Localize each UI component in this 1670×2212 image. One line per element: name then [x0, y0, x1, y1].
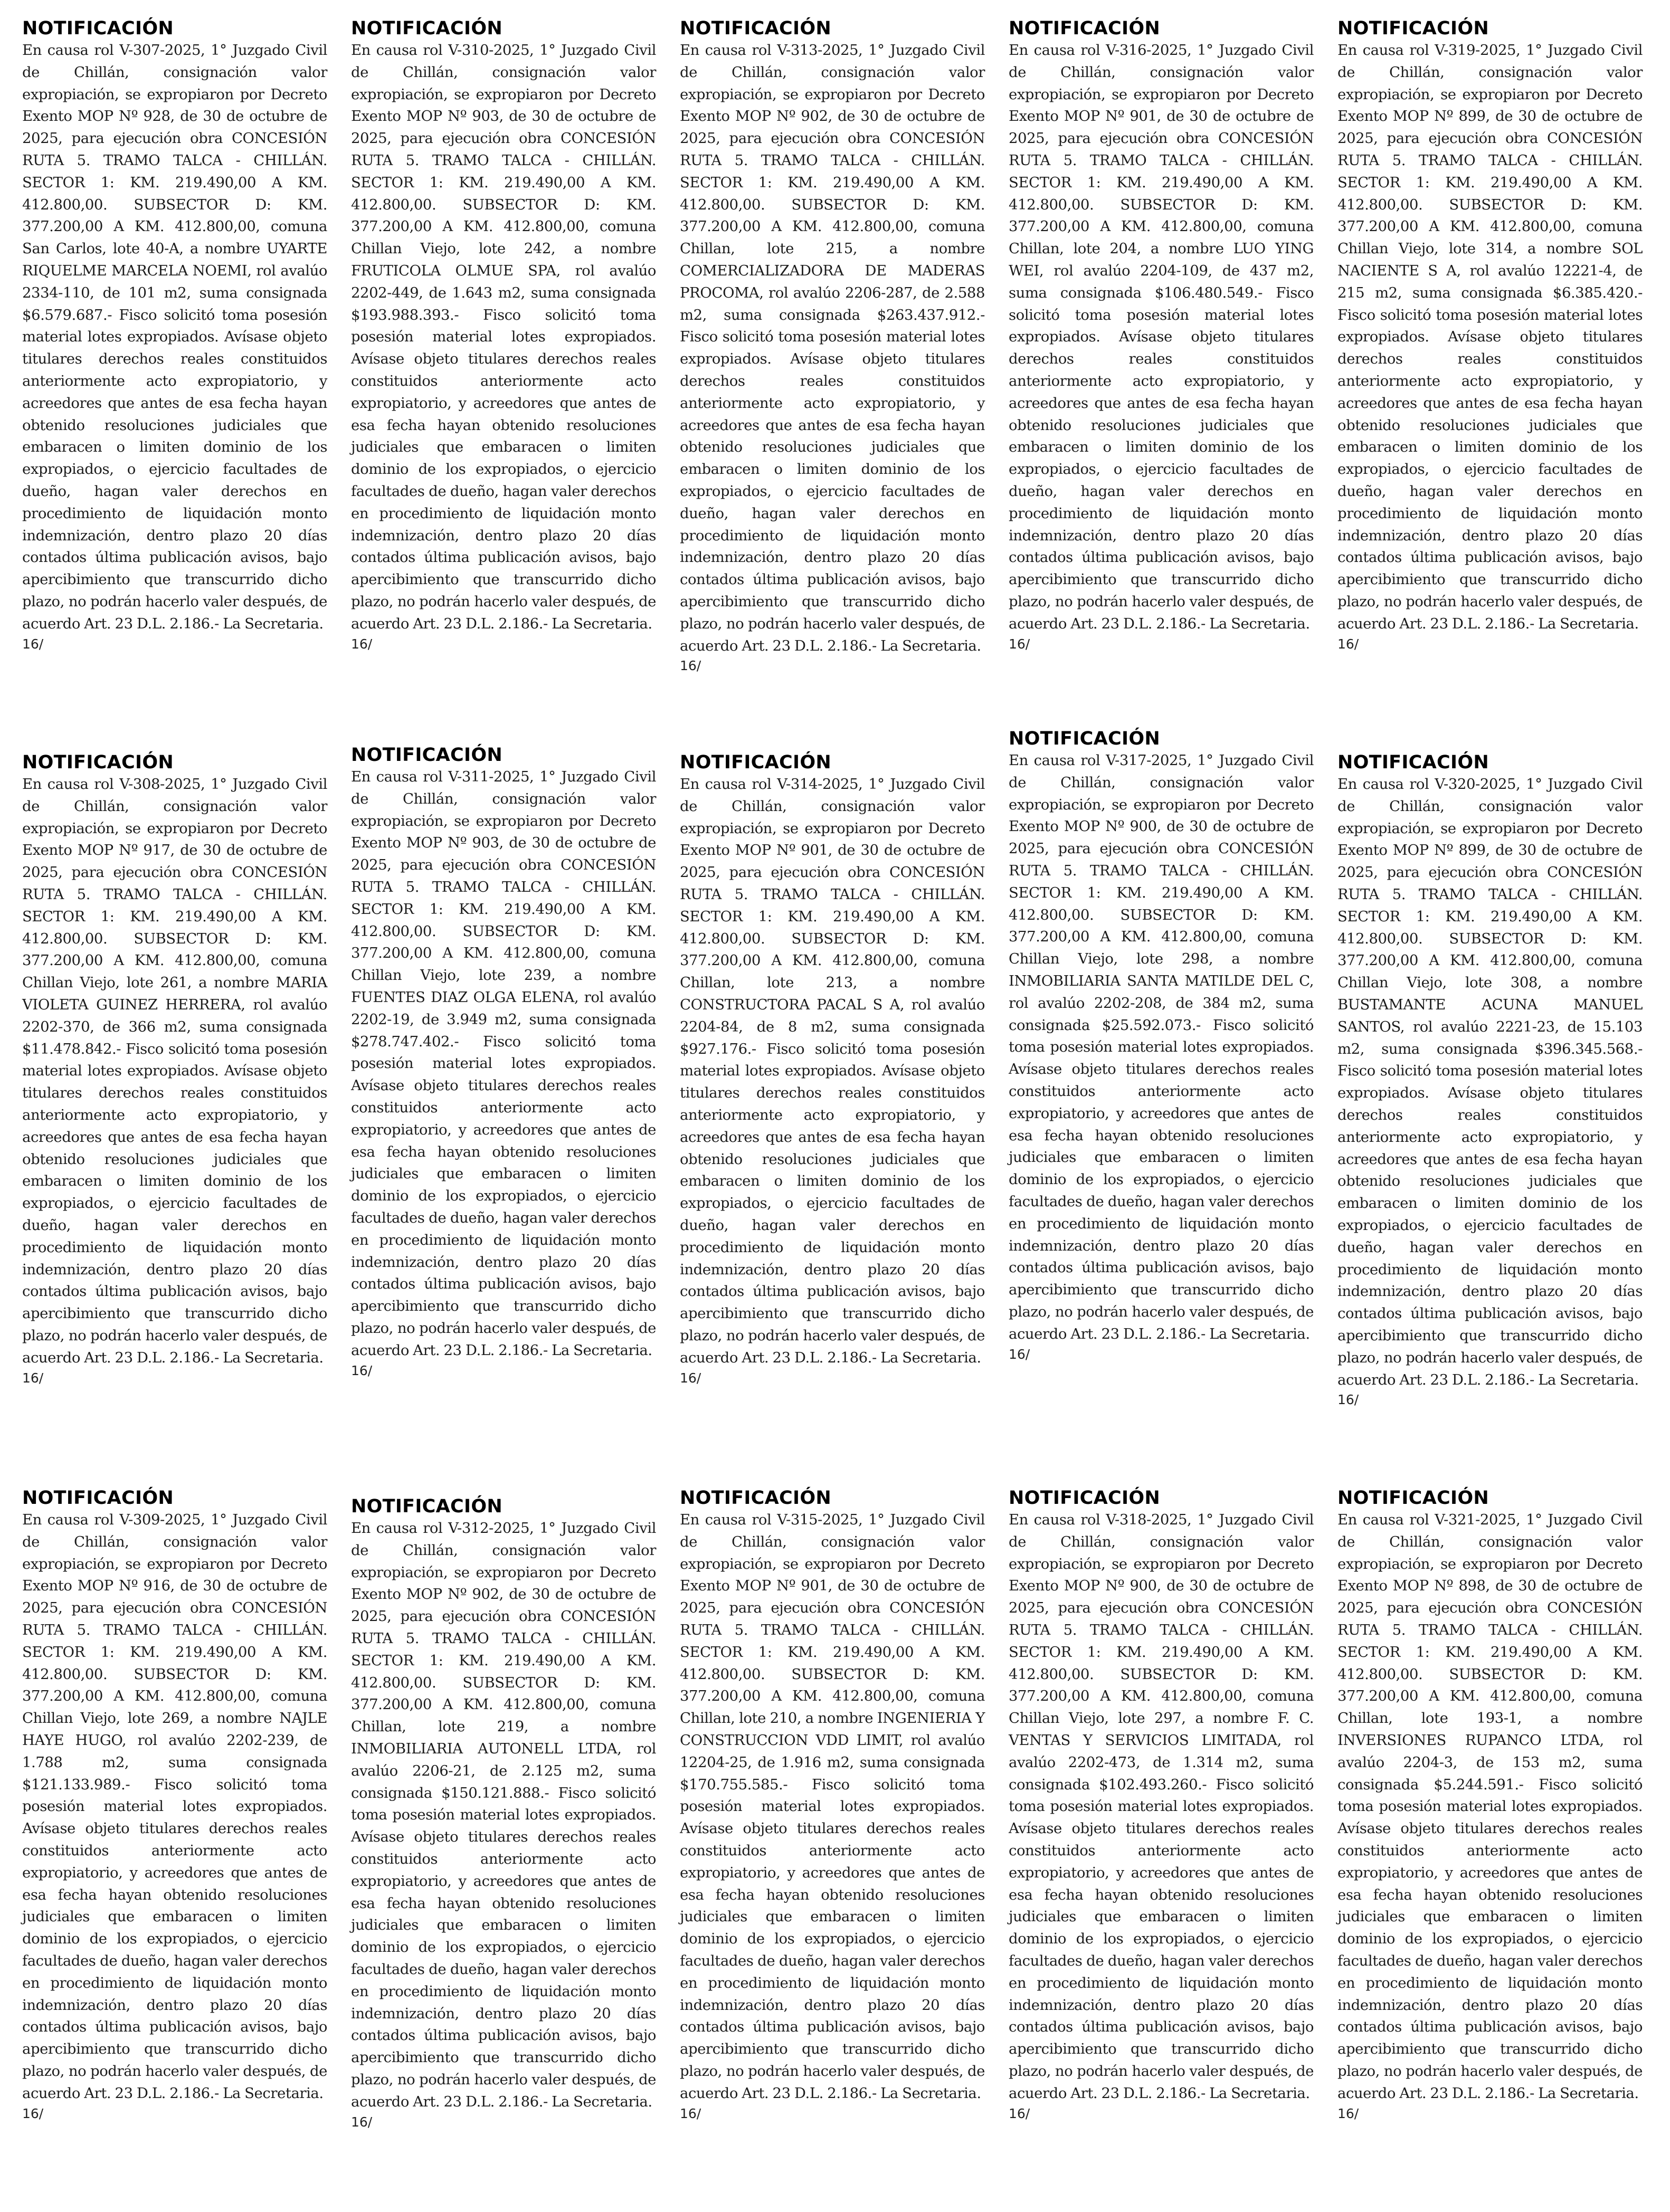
notice-code: 16/	[351, 1362, 373, 1378]
notice-title: NOTIFICACIÓN	[1337, 18, 1489, 39]
notice-code: 16/	[22, 1370, 44, 1386]
notice-title: NOTIFICACIÓN	[1009, 728, 1161, 749]
notice-code: 16/	[680, 2105, 701, 2121]
notice-body: En causa rol V-315-2025, 1° Juzgado Civil de Chillán, consignación valor expropiación, se expropiaron por Decreto Exento MOP Nº 901, de 30 de octubre de 2025, para ejecución obra CONCESIÓN RUTA 5. TRAMO TALCA - CHILLÁN. SECTOR 1: KM. 219.490,00 A KM. 412.800,00. SUBSECTOR D: KM. 377.200,00 A KM. 412.800,00, comuna Chillan, lote 210, a nombre INGENIERIA Y CONSTRUCCION VDD LIMIT, rol avalúo 12204-25, de 1.916 m2, suma consignada $170.755.585.- Fisco solicitó toma posesión material lotes expropiados. Avísase objeto titulares derechos reales constituidos anteriormente acto expropiatorio, y acreedores que antes de esa fecha hayan obtenido resoluciones judiciales que embaracen o limiten dominio de los expropiados, o ejercicio facultades de dueño, hagan valer derechos en procedimiento de liquidación monto indemnización, dentro plazo 20 días contados última publicación avisos, bajo apercibimiento que transcurrido dicho plazo, no podrán hacerlo valer después, de acuerdo Art. 23 D.L. 2.186.- La Secretaria.	[680, 1511, 985, 2102]
notice-code: 16/	[22, 636, 44, 652]
notice-v313	[680, 17, 985, 675]
notice-title: NOTIFICACIÓN	[680, 1488, 832, 1509]
notice-v321	[1337, 1487, 1643, 2123]
notice-code: 16/	[1009, 1346, 1030, 1362]
notice-body: En causa rol V-320-2025, 1° Juzgado Civil de Chillán, consignación valor expropiación, se expropiaron por Decreto Exento MOP Nº 899, de 30 de octubre de 2025, para ejecución obra CONCESIÓN RUTA 5. TRAMO TALCA - CHILLÁN. SECTOR 1: KM. 219.490,00 A KM. 412.800,00. SUBSECTOR D: KM. 377.200,00 A KM. 412.800,00, comuna Chillan Viejo, lote 308, a nombre BUSTAMANTE ACUNA MANUEL SANTOS, rol avalúo 2221-23, de 15.103 m2, suma consignada $396.345.568.- Fisco solicitó toma posesión material lotes expropiados. Avísase objeto titulares derechos reales constituidos anteriormente acto expropiatorio, y acreedores que antes de esa fecha hayan obtenido resoluciones judiciales que embaracen o limiten dominio de los expropiados, o ejercicio facultades de dueño, hagan valer derechos en procedimiento de liquidación monto indemnización, dentro plazo 20 días contados última publicación avisos, bajo apercibimiento que transcurrido dicho plazo, no podrán hacerlo valer después, de acuerdo Art. 23 D.L. 2.186.- La Secretaria.	[1337, 776, 1643, 1388]
notice-title: NOTIFICACIÓN	[22, 18, 174, 39]
notice-v310	[351, 17, 656, 653]
notice-title: NOTIFICACIÓN	[680, 18, 832, 39]
notice-code: 16/	[680, 1370, 701, 1386]
notice-code: 16/	[1337, 2105, 1359, 2121]
notice-title: NOTIFICACIÓN	[1337, 1488, 1489, 1509]
notice-v315	[680, 1487, 985, 2123]
notice-v316	[1009, 17, 1314, 653]
notice-v312	[351, 1495, 656, 2131]
notice-body: En causa rol V-309-2025, 1° Juzgado Civil de Chillán, consignación valor expropiación, se expropiaron por Decreto Exento MOP Nº 916, de 30 de octubre de 2025, para ejecución obra CONCESIÓN RUTA 5. TRAMO TALCA - CHILLÁN. SECTOR 1: KM. 219.490,00 A KM. 412.800,00. SUBSECTOR D: KM. 377.200,00 A KM. 412.800,00, comuna Chillan Viejo, lote 269, a nombre NAJLE HAYE HUGO, rol avalúo 2202-239, de 1.788 m2, suma consignada $121.133.989.- Fisco solicitó toma posesión material lotes expropiados. Avísase objeto titulares derechos reales constituidos anteriormente acto expropiatorio, y acreedores que antes de esa fecha hayan obtenido resoluciones judiciales que embaracen o limiten dominio de los expropiados, o ejercicio facultades de dueño, hagan valer derechos en procedimiento de liquidación monto indemnización, dentro plazo 20 días contados última publicación avisos, bajo apercibimiento que transcurrido dicho plazo, no podrán hacerlo valer después, de acuerdo Art. 23 D.L. 2.186.- La Secretaria.	[22, 1511, 327, 2102]
notice-body: En causa rol V-317-2025, 1° Juzgado Civil de Chillán, consignación valor expropiación, se expropiaron por Decreto Exento MOP Nº 900, de 30 de octubre de 2025, para ejecución obra CONCESIÓN RUTA 5. TRAMO TALCA - CHILLÁN. SECTOR 1: KM. 219.490,00 A KM. 412.800,00. SUBSECTOR D: KM. 377.200,00 A KM. 412.800,00, comuna Chillan Viejo, lote 298, a nombre INMOBILIARIA SANTA MATILDE DEL C, rol avalúo 2202-208, de 384 m2, suma consignada $25.592.073.- Fisco solicitó toma posesión material lotes expropiados. Avísase objeto titulares derechos reales constituidos anteriormente acto expropiatorio, y acreedores que antes de esa fecha hayan obtenido resoluciones judiciales que embaracen o limiten dominio de los expropiados, o ejercicio facultades de dueño, hagan valer derechos en procedimiento de liquidación monto indemnización, dentro plazo 20 días contados última publicación avisos, bajo apercibimiento que transcurrido dicho plazo, no podrán hacerlo valer después, de acuerdo Art. 23 D.L. 2.186.- La Secretaria.	[1009, 752, 1314, 1342]
notice-body: En causa rol V-321-2025, 1° Juzgado Civil de Chillán, consignación valor expropiación, se expropiaron por Decreto Exento MOP Nº 898, de 30 de octubre de 2025, para ejecución obra CONCESIÓN RUTA 5. TRAMO TALCA - CHILLÁN. SECTOR 1: KM. 219.490,00 A KM. 412.800,00. SUBSECTOR D: KM. 377.200,00 A KM. 412.800,00, comuna Chillan, lote 193-1, a nombre INVERSIONES RUPANCO LTDA, rol avalúo 2204-3, de 153 m2, suma consignada $5.244.591.- Fisco solicitó toma posesión material lotes expropiados. Avísase objeto titulares derechos reales constituidos anteriormente acto expropiatorio, y acreedores que antes de esa fecha hayan obtenido resoluciones judiciales que embaracen o limiten dominio de los expropiados, o ejercicio facultades de dueño, hagan valer derechos en procedimiento de liquidación monto indemnización, dentro plazo 20 días contados última publicación avisos, bajo apercibimiento que transcurrido dicho plazo, no podrán hacerlo valer después, de acuerdo Art. 23 D.L. 2.186.- La Secretaria.	[1337, 1511, 1643, 2102]
notice-code: 16/	[1337, 1392, 1359, 1408]
notice-v308	[22, 751, 327, 1387]
notice-body: En causa rol V-307-2025, 1° Juzgado Civil de Chillán, consignación valor expropiación, se expropiaron por Decreto Exento MOP Nº 928, de 30 de octubre de 2025, para ejecución obra CONCESIÓN RUTA 5. TRAMO TALCA - CHILLÁN. SECTOR 1: KM. 219.490,00 A KM. 412.800,00. SUBSECTOR D: KM. 377.200,00 A KM. 412.800,00, comuna San Carlos, lote 40-A, a nombre UYARTE RIQUELME MARCELA NOEMI, rol avalúo 2334-110, de 101 m2, suma consignada $6.579.687.- Fisco solicitó toma posesión material lotes expropiados. Avísase objeto titulares derechos reales constituidos anteriormente acto expropiatorio, y acreedores que antes de esa fecha hayan obtenido resoluciones judiciales que embaracen o limiten dominio de los expropiados, o ejercicio facultades de dueño, hagan valer derechos en procedimiento de liquidación monto indemnización, dentro plazo 20 días contados última publicación avisos, bajo apercibimiento que transcurrido dicho plazo, no podrán hacerlo valer después, de acuerdo Art. 23 D.L. 2.186.- La Secretaria.	[22, 42, 327, 632]
notice-code: 16/	[1009, 636, 1030, 652]
notice-code: 16/	[1009, 2105, 1030, 2121]
notice-code: 16/	[22, 2105, 44, 2121]
notice-v311	[351, 744, 656, 1380]
notice-body: En causa rol V-319-2025, 1° Juzgado Civil de Chillán, consignación valor expropiación, se expropiaron por Decreto Exento MOP Nº 899, de 30 de octubre de 2025, para ejecución obra CONCESIÓN RUTA 5. TRAMO TALCA - CHILLÁN. SECTOR 1: KM. 219.490,00 A KM. 412.800,00. SUBSECTOR D: KM. 377.200,00 A KM. 412.800,00, comuna Chillan Viejo, lote 314, a nombre SOL NACIENTE S A, rol avalúo 12221-4, de 215 m2, suma consignada $6.385.420.- Fisco solicitó toma posesión material lotes expropiados. Avísase objeto titulares derechos reales constituidos anteriormente acto expropiatorio, y acreedores que antes de esa fecha hayan obtenido resoluciones judiciales que embaracen o limiten dominio de los expropiados, o ejercicio facultades de dueño, hagan valer derechos en procedimiento de liquidación monto indemnización, dentro plazo 20 días contados última publicación avisos, bajo apercibimiento que transcurrido dicho plazo, no podrán hacerlo valer después, de acuerdo Art. 23 D.L. 2.186.- La Secretaria.	[1337, 42, 1643, 632]
notice-code: 16/	[1337, 636, 1359, 652]
notice-v319	[1337, 17, 1643, 653]
notice-body: En causa rol V-314-2025, 1° Juzgado Civil de Chillán, consignación valor expropiación, se expropiaron por Decreto Exento MOP Nº 901, de 30 de octubre de 2025, para ejecución obra CONCESIÓN RUTA 5. TRAMO TALCA - CHILLÁN. SECTOR 1: KM. 219.490,00 A KM. 412.800,00. SUBSECTOR D: KM. 377.200,00 A KM. 412.800,00, comuna Chillan, lote 213, a nombre CONSTRUCTORA PACAL S A, rol avalúo 2204-84, de 8 m2, suma consignada $927.176.- Fisco solicitó toma posesión material lotes expropiados. Avísase objeto titulares derechos reales constituidos anteriormente acto expropiatorio, y acreedores que antes de esa fecha hayan obtenido resoluciones judiciales que embaracen o limiten dominio de los expropiados, o ejercicio facultades de dueño, hagan valer derechos en procedimiento de liquidación monto indemnización, dentro plazo 20 días contados última publicación avisos, bajo apercibimiento que transcurrido dicho plazo, no podrán hacerlo valer después, de acuerdo Art. 23 D.L. 2.186.- La Secretaria.	[680, 776, 985, 1366]
notice-v317	[1009, 728, 1314, 1364]
notice-body: En causa rol V-318-2025, 1° Juzgado Civil de Chillán, consignación valor expropiación, se expropiaron por Decreto Exento MOP Nº 900, de 30 de octubre de 2025, para ejecución obra CONCESIÓN RUTA 5. TRAMO TALCA - CHILLÁN. SECTOR 1: KM. 219.490,00 A KM. 412.800,00. SUBSECTOR D: KM. 377.200,00 A KM. 412.800,00, comuna Chillan Viejo, lote 297, a nombre F. C. VENTAS Y SERVICIOS LIMITADA, rol avalúo 2202-473, de 1.314 m2, suma consignada $102.493.260.- Fisco solicitó toma posesión material lotes expropiados. Avísase objeto titulares derechos reales constituidos anteriormente acto expropiatorio, y acreedores que antes de esa fecha hayan obtenido resoluciones judiciales que embaracen o limiten dominio de los expropiados, o ejercicio facultades de dueño, hagan valer derechos en procedimiento de liquidación monto indemnización, dentro plazo 20 días contados última publicación avisos, bajo apercibimiento que transcurrido dicho plazo, no podrán hacerlo valer después, de acuerdo Art. 23 D.L. 2.186.- La Secretaria.	[1009, 1511, 1314, 2102]
notice-title: NOTIFICACIÓN	[22, 752, 174, 773]
notice-title: NOTIFICACIÓN	[22, 1488, 174, 1509]
notice-title: NOTIFICACIÓN	[351, 1496, 503, 1517]
notice-title: NOTIFICACIÓN	[1009, 1488, 1161, 1509]
notice-title: NOTIFICACIÓN	[1337, 752, 1489, 773]
notice-title: NOTIFICACIÓN	[351, 18, 503, 39]
notice-v318	[1009, 1487, 1314, 2123]
notice-body: En causa rol V-308-2025, 1° Juzgado Civil de Chillán, consignación valor expropiación, se expropiaron por Decreto Exento MOP Nº 917, de 30 de octubre de 2025, para ejecución obra CONCESIÓN RUTA 5. TRAMO TALCA - CHILLÁN. SECTOR 1: KM. 219.490,00 A KM. 412.800,00. SUBSECTOR D: KM. 377.200,00 A KM. 412.800,00, comuna Chillan Viejo, lote 261, a nombre MARIA VIOLETA GUINEZ HERRERA, rol avalúo 2202-370, de 366 m2, suma consignada $11.478.842.- Fisco solicitó toma posesión material lotes expropiados. Avísase objeto titulares derechos reales constituidos anteriormente acto expropiatorio, y acreedores que antes de esa fecha hayan obtenido resoluciones judiciales que embaracen o limiten dominio de los expropiados, o ejercicio facultades de dueño, hagan valer derechos en procedimiento de liquidación monto indemnización, dentro plazo 20 días contados última publicación avisos, bajo apercibimiento que transcurrido dicho plazo, no podrán hacerlo valer después, de acuerdo Art. 23 D.L. 2.186.- La Secretaria.	[22, 776, 327, 1366]
notice-body: En causa rol V-313-2025, 1° Juzgado Civil de Chillán, consignación valor expropiación, se expropiaron por Decreto Exento MOP Nº 902, de 30 de octubre de 2025, para ejecución obra CONCESIÓN RUTA 5. TRAMO TALCA - CHILLÁN. SECTOR 1: KM. 219.490,00 A KM. 412.800,00. SUBSECTOR D: KM. 377.200,00 A KM. 412.800,00, comuna Chillan, lote 215, a nombre COMERCIALIZADORA DE MADERAS PROCOMA, rol avalúo 2206-287, de 2.588 m2, suma consignada $263.437.912.- Fisco solicitó toma posesión material lotes expropiados. Avísase objeto titulares derechos reales constituidos anteriormente acto expropiatorio, y acreedores que antes de esa fecha hayan obtenido resoluciones judiciales que embaracen o limiten dominio de los expropiados, o ejercicio facultades de dueño, hagan valer derechos en procedimiento de liquidación monto indemnización, dentro plazo 20 días contados última publicación avisos, bajo apercibimiento que transcurrido dicho plazo, no podrán hacerlo valer después, de acuerdo Art. 23 D.L. 2.186.- La Secretaria.	[680, 42, 985, 654]
notice-body: En causa rol V-316-2025, 1° Juzgado Civil de Chillán, consignación valor expropiación, se expropiaron por Decreto Exento MOP Nº 901, de 30 de octubre de 2025, para ejecución obra CONCESIÓN RUTA 5. TRAMO TALCA - CHILLÁN. SECTOR 1: KM. 219.490,00 A KM. 412.800,00. SUBSECTOR D: KM. 377.200,00 A KM. 412.800,00, comuna Chillan, lote 204, a nombre LUO YING WEI, rol avalúo 2204-109, de 437 m2, suma consignada $106.480.549.- Fisco solicitó toma posesión material lotes expropiados. Avísase objeto titulares derechos reales constituidos anteriormente acto expropiatorio, y acreedores que antes de esa fecha hayan obtenido resoluciones judiciales que embaracen o limiten dominio de los expropiados, o ejercicio facultades de dueño, hagan valer derechos en procedimiento de liquidación monto indemnización, dentro plazo 20 días contados última publicación avisos, bajo apercibimiento que transcurrido dicho plazo, no podrán hacerlo valer después, de acuerdo Art. 23 D.L. 2.186.- La Secretaria.	[1009, 42, 1314, 632]
notice-v309	[22, 1487, 327, 2123]
notice-title: NOTIFICACIÓN	[680, 752, 832, 773]
notice-code: 16/	[351, 636, 373, 652]
notice-title: NOTIFICACIÓN	[351, 745, 503, 766]
notice-code: 16/	[680, 658, 701, 674]
notice-title: NOTIFICACIÓN	[1009, 18, 1161, 39]
notice-body: En causa rol V-311-2025, 1° Juzgado Civil de Chillán, consignación valor expropiación, se expropiaron por Decreto Exento MOP Nº 903, de 30 de octubre de 2025, para ejecución obra CONCESIÓN RUTA 5. TRAMO TALCA - CHILLÁN. SECTOR 1: KM. 219.490,00 A KM. 412.800,00. SUBSECTOR D: KM. 377.200,00 A KM. 412.800,00, comuna Chillan Viejo, lote 239, a nombre FUENTES DIAZ OLGA ELENA, rol avalúo 2202-19, de 3.949 m2, suma consignada $278.747.402.- Fisco solicitó toma posesión material lotes expropiados. Avísase objeto titulares derechos reales constituidos anteriormente acto expropiatorio, y acreedores que antes de esa fecha hayan obtenido resoluciones judiciales que embaracen o limiten dominio de los expropiados, o ejercicio facultades de dueño, hagan valer derechos en procedimiento de liquidación monto indemnización, dentro plazo 20 días contados última publicación avisos, bajo apercibimiento que transcurrido dicho plazo, no podrán hacerlo valer después, de acuerdo Art. 23 D.L. 2.186.- La Secretaria.	[351, 768, 656, 1359]
notice-code: 16/	[351, 2114, 373, 2130]
notice-body: En causa rol V-312-2025, 1° Juzgado Civil de Chillán, consignación valor expropiación, se expropiaron por Decreto Exento MOP Nº 902, de 30 de octubre de 2025, para ejecución obra CONCESIÓN RUTA 5. TRAMO TALCA - CHILLÁN. SECTOR 1: KM. 219.490,00 A KM. 412.800,00. SUBSECTOR D: KM. 377.200,00 A KM. 412.800,00, comuna Chillan, lote 219, a nombre INMOBILIARIA AUTONELL LTDA, rol avalúo 2206-21, de 2.125 m2, suma consignada $150.121.888.- Fisco solicitó toma posesión material lotes expropiados. Avísase objeto titulares derechos reales constituidos anteriormente acto expropiatorio, y acreedores que antes de esa fecha hayan obtenido resoluciones judiciales que embaracen o limiten dominio de los expropiados, o ejercicio facultades de dueño, hagan valer derechos en procedimiento de liquidación monto indemnización, dentro plazo 20 días contados última publicación avisos, bajo apercibimiento que transcurrido dicho plazo, no podrán hacerlo valer después, de acuerdo Art. 23 D.L. 2.186.- La Secretaria.	[351, 1520, 656, 2110]
notice-v320	[1337, 751, 1643, 1409]
notice-v314	[680, 751, 985, 1387]
notice-v307	[22, 17, 327, 653]
notice-body: En causa rol V-310-2025, 1° Juzgado Civil de Chillán, consignación valor expropiación, se expropiaron por Decreto Exento MOP Nº 903, de 30 de octubre de 2025, para ejecución obra CONCESIÓN RUTA 5. TRAMO TALCA - CHILLÁN. SECTOR 1: KM. 219.490,00 A KM. 412.800,00. SUBSECTOR D: KM. 377.200,00 A KM. 412.800,00, comuna Chillan Viejo, lote 242, a nombre FRUTICOLA OLMUE SPA, rol avalúo 2202-449, de 1.643 m2, suma consignada $193.988.393.- Fisco solicitó toma posesión material lotes expropiados. Avísase objeto titulares derechos reales constituidos anteriormente acto expropiatorio, y acreedores que antes de esa fecha hayan obtenido resoluciones judiciales que embaracen o limiten dominio de los expropiados, o ejercicio facultades de dueño, hagan valer derechos en procedimiento de liquidación monto indemnización, dentro plazo 20 días contados última publicación avisos, bajo apercibimiento que transcurrido dicho plazo, no podrán hacerlo valer después, de acuerdo Art. 23 D.L. 2.186.- La Secretaria.	[351, 42, 656, 632]
